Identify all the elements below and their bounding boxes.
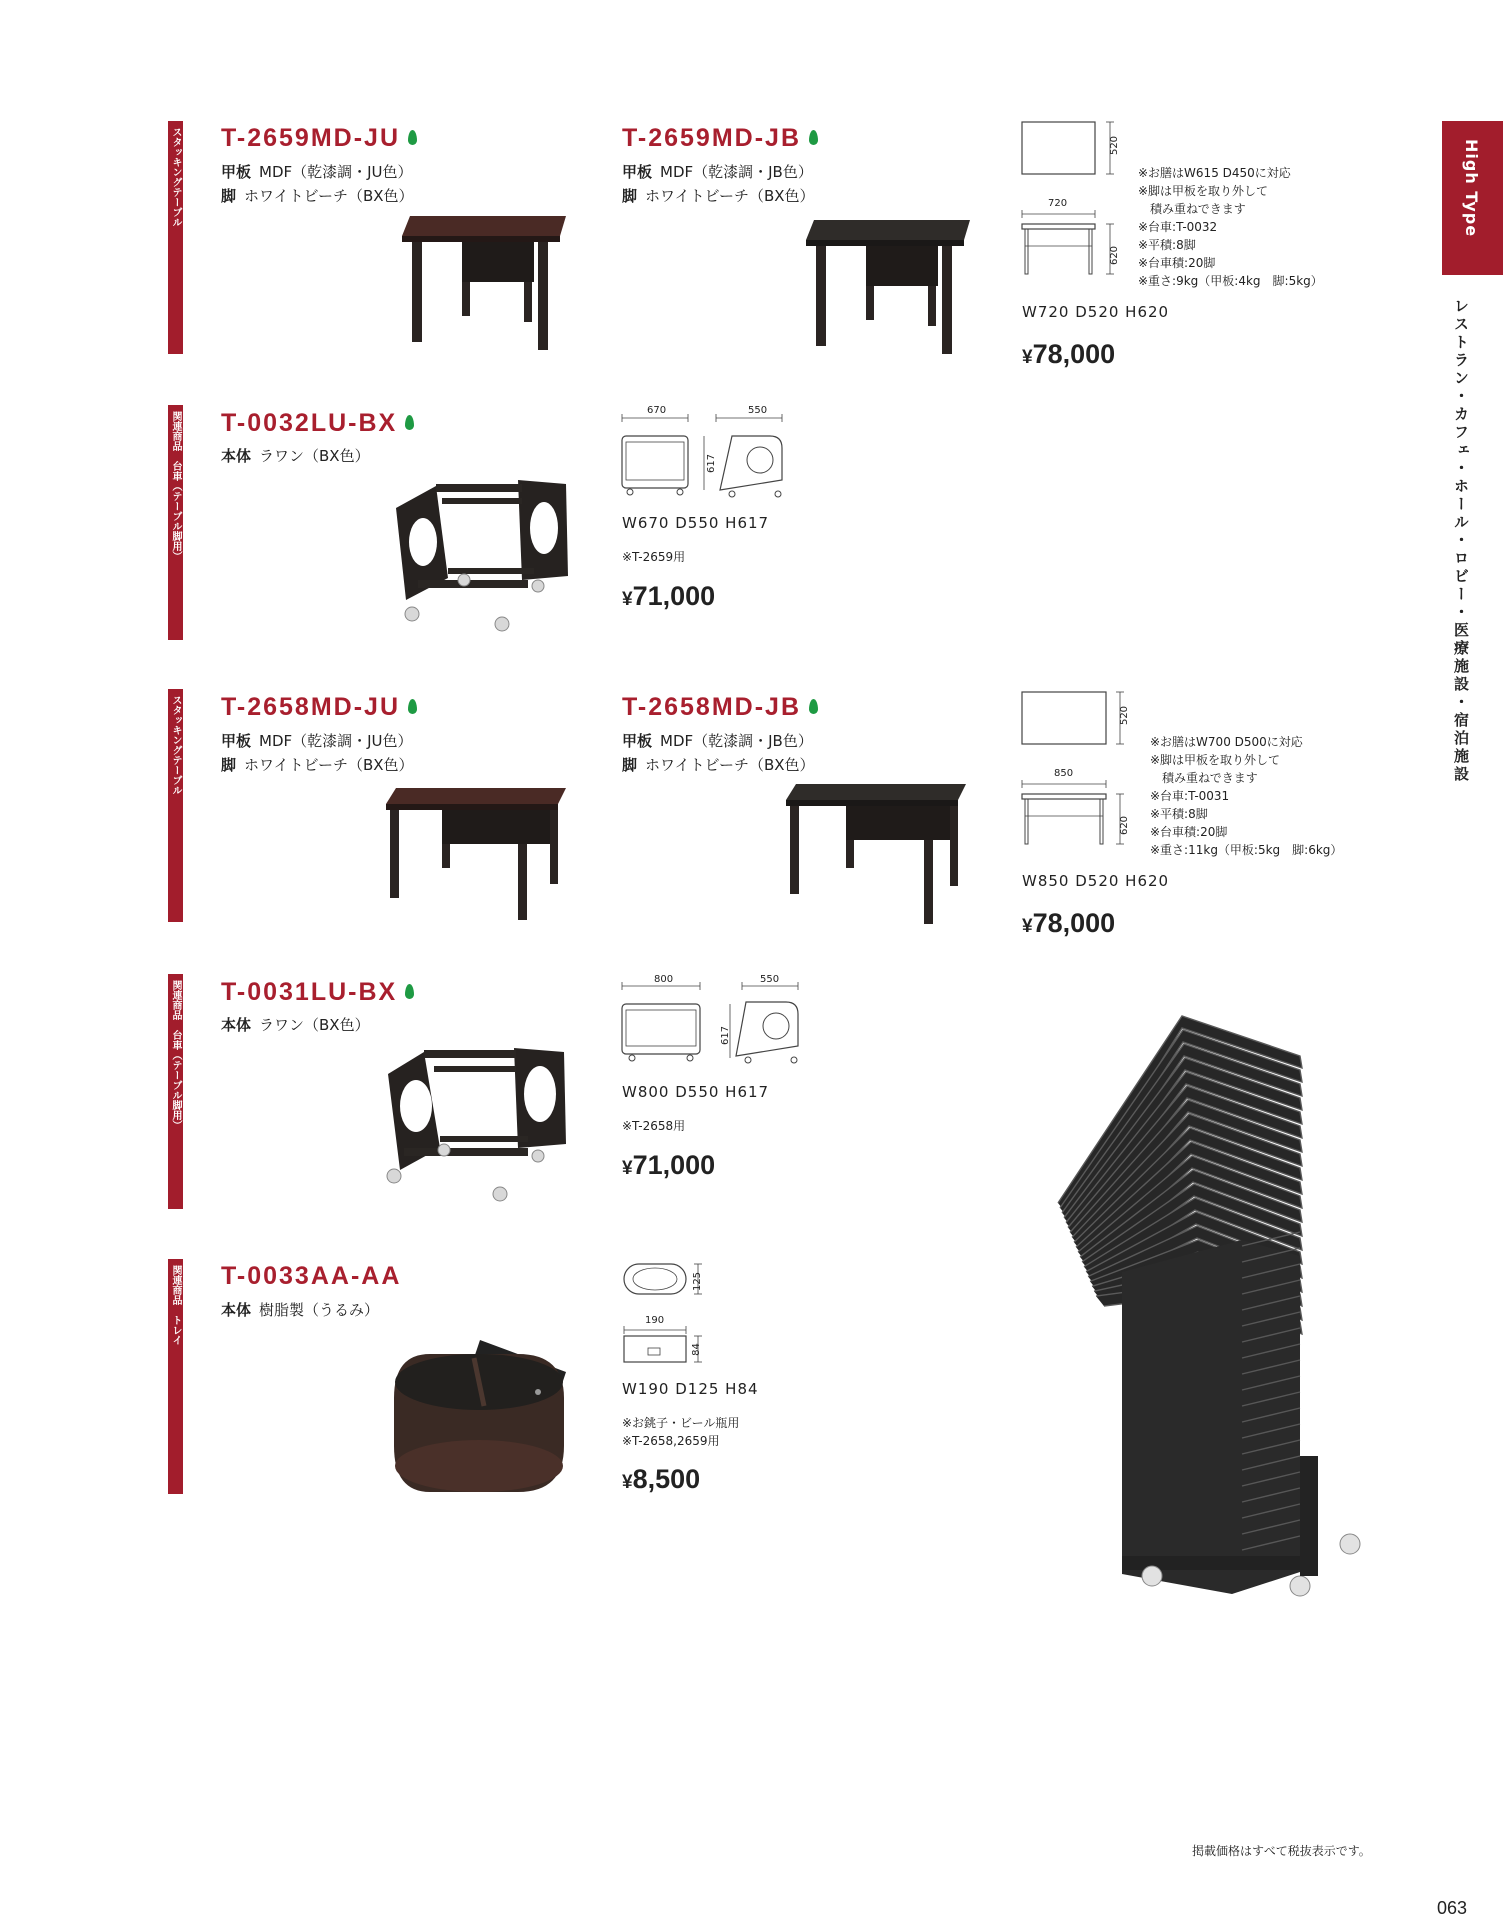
dim-label-width: 800	[654, 974, 674, 985]
dim-label-height: 620	[1119, 815, 1131, 836]
product-code-text: T-2658MD-JU	[221, 693, 400, 721]
product-note: ※お銚子・ビール瓶用 ※T-2658,2659用	[622, 1416, 740, 1448]
spec-value: 樹脂製（うるみ）	[259, 1301, 380, 1319]
product-code	[221, 409, 414, 438]
dim-label-depth: 550	[748, 405, 768, 416]
spec-label: 甲板	[622, 163, 653, 181]
dim-label-height: 617	[706, 453, 718, 474]
footer-tax-note: 掲載価格はすべて税抜表示です。	[1192, 1844, 1371, 1858]
eco-leaf-icon	[405, 984, 414, 999]
dim-label-depth: 520	[1119, 705, 1131, 726]
price-value: 71,000	[632, 581, 716, 611]
dim-label-depth: 125	[692, 1271, 704, 1292]
spec-value: MDF（乾漆調・JU色）	[259, 163, 413, 181]
spec-value: MDF（乾漆調・JB色）	[660, 163, 813, 181]
high-type-tab[interactable]	[1442, 121, 1503, 275]
product-code-text: T-2659MD-JU	[221, 124, 400, 152]
category-bar-tray	[168, 1259, 183, 1494]
dim-label-depth: 520	[1109, 135, 1121, 156]
category-label: 関連商品 台車（テーブル脚用）	[170, 980, 181, 1130]
product-price	[1022, 339, 1115, 370]
price-value: 78,000	[1032, 339, 1116, 369]
category-bar-stacking-table-2	[168, 689, 183, 922]
spec-label: 本体	[221, 447, 252, 465]
dimension-drawing-tray	[620, 1258, 720, 1368]
spec-label: 甲板	[622, 732, 653, 750]
product-dimensions: W720 D520 H620	[1022, 303, 1170, 321]
product-spec	[622, 160, 815, 208]
spec-label: 本体	[221, 1016, 252, 1034]
yen-symbol: ¥	[622, 1472, 633, 1493]
product-dimensions: W800 D550 H617	[622, 1083, 770, 1101]
category-bar-cart-1	[168, 405, 183, 640]
product-price	[622, 581, 715, 612]
eco-leaf-icon	[408, 130, 417, 145]
product-note: ※T-2659用	[622, 550, 686, 564]
high-type-label: High Type	[1462, 139, 1481, 238]
yen-symbol: ¥	[1022, 347, 1033, 368]
spec-label: 脚	[622, 756, 638, 774]
table-top	[806, 220, 970, 240]
product-notes: ※お膳はW700 D500に対応 ※脚は甲板を取り外して 積み重ねできます ※台車:T-0031 ※平積:8脚 ※台車積:20脚 ※重さ:11kg（甲板:5kg 脚:6kg）	[1150, 735, 1343, 857]
product-code-text: T-0032LU-BX	[221, 409, 398, 437]
eco-leaf-icon	[408, 699, 417, 714]
product-dimensions: W670 D550 H617	[622, 514, 770, 532]
table-top	[386, 788, 566, 804]
spec-value: ホワイトビーチ（BX色）	[645, 756, 815, 774]
spec-value: ラワン（BX色）	[259, 447, 370, 465]
spec-label: 脚	[221, 756, 237, 774]
category-bar-cart-2	[168, 974, 183, 1209]
tray-image	[390, 1336, 568, 1496]
product-spec	[221, 1298, 379, 1322]
yen-symbol: ¥	[1022, 916, 1033, 937]
product-code	[622, 693, 818, 722]
stacked-legs-on-cart-image	[1052, 996, 1378, 1612]
category-label: スタッキングテーブル	[170, 127, 181, 227]
product-spec	[221, 160, 414, 208]
product-notes: ※お膳はW615 D450に対応 ※脚は甲板を取り外して 積み重ねできます ※台車:T-0032 ※平積:8脚 ※台車積:20脚 ※重さ:9kg（甲板:4kg 脚:5kg）	[1138, 166, 1323, 288]
product-code-text: T-0031LU-BX	[221, 978, 398, 1006]
yen-symbol: ¥	[622, 1158, 633, 1179]
dim-label-depth: 550	[760, 974, 780, 985]
cart-image-0031	[364, 1044, 576, 1216]
product-code	[622, 124, 818, 153]
yen-symbol: ¥	[622, 589, 633, 610]
table-image-2658-jb	[782, 780, 972, 930]
spec-value: ホワイトビーチ（BX色）	[244, 756, 414, 774]
product-dimensions: W190 D125 H84	[622, 1380, 759, 1398]
product-code-text: T-2659MD-JB	[622, 124, 801, 152]
product-code-text: T-0033AA-AA	[221, 1262, 402, 1290]
cart-image-0032	[378, 468, 578, 640]
table-image-jb	[802, 216, 972, 366]
spec-label: 甲板	[221, 732, 252, 750]
spec-value: MDF（乾漆調・JU色）	[259, 732, 413, 750]
dim-label-width: 720	[1048, 198, 1068, 209]
table-top	[402, 216, 566, 236]
category-bar-stacking-table-1	[168, 121, 183, 354]
product-code	[221, 124, 417, 153]
dim-label-width: 190	[645, 1315, 665, 1326]
page-number: 063	[1437, 1898, 1468, 1918]
spec-value: ホワイトビーチ（BX色）	[645, 187, 815, 205]
product-price	[622, 1464, 700, 1495]
dim-label-height: 617	[720, 1025, 732, 1046]
product-code	[221, 1262, 401, 1291]
eco-leaf-icon	[809, 699, 818, 714]
product-code	[221, 978, 414, 1007]
table-image-2658-ju	[382, 784, 572, 924]
product-spec	[622, 729, 815, 777]
eco-leaf-icon	[405, 415, 414, 430]
product-price	[1022, 908, 1115, 939]
section-title: レストラン・カフェ・ホール・ロビー・医療施設・宿泊施設	[1452, 298, 1470, 784]
product-spec	[221, 729, 414, 777]
spec-label: 本体	[221, 1301, 252, 1319]
category-label: スタッキングテーブル	[170, 695, 181, 795]
dim-label-width: 850	[1054, 768, 1074, 779]
dim-label-height: 84	[690, 1343, 702, 1356]
dim-label-width: 670	[647, 405, 667, 416]
category-label: 関連商品 トレイ	[170, 1265, 181, 1345]
price-value: 8,500	[632, 1464, 701, 1494]
category-label: 関連商品 台車（テーブル脚用）	[170, 411, 181, 561]
product-code-text: T-2658MD-JB	[622, 693, 801, 721]
price-value: 71,000	[632, 1150, 716, 1180]
spec-value: ラワン（BX色）	[259, 1016, 370, 1034]
table-top	[786, 784, 966, 800]
spec-label: 脚	[622, 187, 638, 205]
product-dimensions: W850 D520 H620	[1022, 872, 1170, 890]
product-spec	[221, 444, 370, 468]
spec-value: MDF（乾漆調・JB色）	[660, 732, 813, 750]
spec-value: ホワイトビーチ（BX色）	[244, 187, 414, 205]
product-note: ※T-2658用	[622, 1119, 686, 1133]
product-price	[622, 1150, 715, 1181]
product-spec	[221, 1013, 370, 1037]
product-code	[221, 693, 417, 722]
price-value: 78,000	[1032, 908, 1116, 938]
spec-label: 甲板	[221, 163, 252, 181]
spec-label: 脚	[221, 187, 237, 205]
eco-leaf-icon	[809, 130, 818, 145]
table-image-ju	[398, 212, 568, 362]
dim-label-height: 620	[1109, 245, 1121, 266]
dimension-drawing-cart-2	[620, 978, 810, 1068]
